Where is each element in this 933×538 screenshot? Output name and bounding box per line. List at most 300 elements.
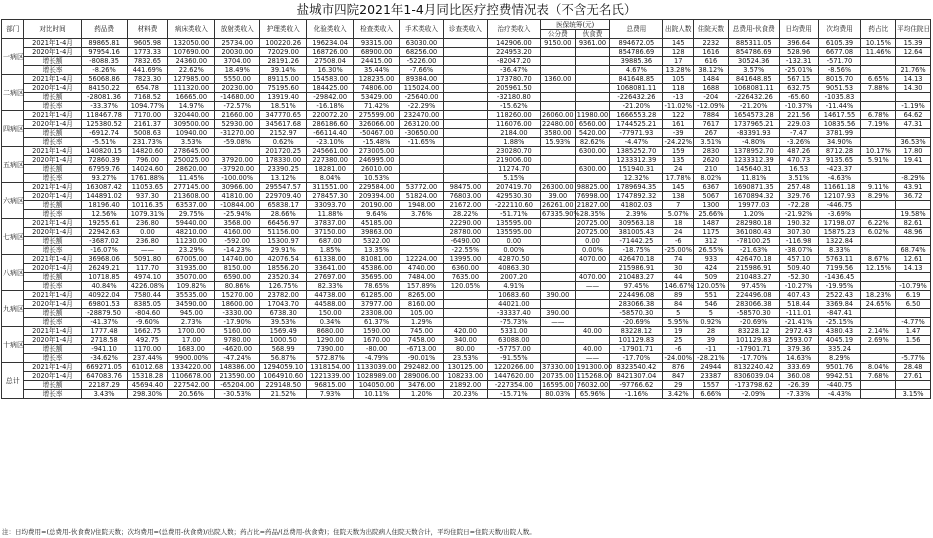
value-cell: 120.05% xyxy=(443,282,487,291)
value-cell: 45694.40 xyxy=(127,381,168,390)
value-cell: 82.62% xyxy=(575,138,610,147)
value-cell xyxy=(540,345,575,354)
value-cell: 6738.30 xyxy=(260,309,307,318)
value-cell: -1.16% xyxy=(610,390,663,399)
value-cell xyxy=(575,309,610,318)
value-cell xyxy=(861,66,896,75)
value-cell: 26300.00 xyxy=(542,183,574,191)
value-cell: 6.65% xyxy=(861,75,896,84)
value-cell xyxy=(400,228,444,237)
value-cell: 36.53% xyxy=(896,138,931,147)
value-cell: -847.41 xyxy=(818,309,861,318)
value-cell: -6490.00 xyxy=(443,237,487,246)
value-cell: -100.00% xyxy=(215,174,260,183)
value-cell: 17 xyxy=(663,57,694,66)
value-cell: 1789694.35 xyxy=(610,183,663,192)
value-cell: 20190.00 xyxy=(354,201,400,210)
value-cell: 13.35% xyxy=(354,246,400,255)
value-cell: 1948.00 xyxy=(400,201,444,210)
value-cell: -78100.25 xyxy=(728,237,779,246)
value-cell: 229709.40 xyxy=(260,192,307,201)
value-cell: -9.60% xyxy=(127,318,168,327)
value-cell: 142906.00 xyxy=(487,39,540,48)
value-cell: 1616 xyxy=(694,48,729,57)
table-row xyxy=(2,237,931,246)
value-cell: 24.65% xyxy=(861,300,896,309)
header-cell: 病床类收入 xyxy=(168,20,215,39)
value-cell: 5.95% xyxy=(663,318,694,327)
value-cell: 1.29% xyxy=(400,318,444,327)
value-cell: 115024.00 xyxy=(400,84,444,93)
table-row xyxy=(2,147,931,156)
value-cell: 29.75% xyxy=(168,210,215,219)
value-cell: 6300.00 xyxy=(575,165,610,174)
value-cell: 9135.65 xyxy=(818,156,861,165)
value-cell: -11.02% xyxy=(664,102,692,110)
value-cell: 11661.18 xyxy=(818,183,861,192)
value-cell: -97766.62 xyxy=(610,381,663,390)
value-cell: 108233.00 xyxy=(443,372,487,381)
value-cell: 135 xyxy=(663,156,694,165)
value-cell: 6590.00 xyxy=(215,273,260,282)
value-cell xyxy=(861,354,896,363)
value-cell: 105 xyxy=(663,75,694,84)
period-cell: 2020年1-4月 xyxy=(24,372,81,381)
value-cell: -4.79% xyxy=(354,354,400,363)
value-cell: 98475.00 xyxy=(443,183,487,192)
value-cell: 14740.00 xyxy=(215,255,260,264)
value-cell: 885311.05 xyxy=(728,39,779,48)
value-cell: 13995.00 xyxy=(443,255,487,264)
value-cell: -1436.45 xyxy=(818,273,861,282)
value-cell: -3.26% xyxy=(779,138,818,147)
value-cell: 37150.00 xyxy=(307,228,354,237)
value-cell: 3568.00 xyxy=(215,219,260,228)
value-cell: -16.18% xyxy=(307,102,354,111)
table-row xyxy=(2,372,931,381)
value-cell xyxy=(540,219,575,228)
value-cell: 1.88% xyxy=(487,138,540,147)
value-cell: 13919.40 xyxy=(260,93,307,102)
table-row xyxy=(2,165,931,174)
value-cell: 854786.69 xyxy=(610,48,663,57)
value-cell: 390.00 xyxy=(540,309,575,318)
value-cell: -7.47 xyxy=(779,129,818,138)
value-cell: 18556.20 xyxy=(260,264,307,273)
period-cell: 2020年1-4月 xyxy=(24,156,81,165)
value-cell: -82047.20 xyxy=(487,57,540,66)
value-cell: 0.00 xyxy=(575,237,610,246)
value-cell: 130125.00 xyxy=(443,363,487,372)
value-cell xyxy=(540,300,575,309)
period-cell: 2021年1-4月 xyxy=(24,219,81,228)
value-cell: 360.08 xyxy=(779,372,818,381)
value-cell: 1744525.21 xyxy=(610,120,663,129)
value-cell: 3.57% xyxy=(728,66,779,75)
value-cell xyxy=(443,138,487,147)
header-cell: 次均费用 xyxy=(818,20,861,39)
value-cell: 20.23% xyxy=(443,390,487,399)
value-cell: 22480.00 xyxy=(542,120,574,128)
value-cell: 83228.12 xyxy=(610,327,663,336)
value-cell: 424 xyxy=(694,264,729,273)
value-cell xyxy=(575,66,610,75)
value-cell: -8.29% xyxy=(896,174,931,183)
value-cell: 82.61 xyxy=(896,219,931,228)
value-cell: 173780.70 xyxy=(487,75,540,84)
value-cell: -21.20% xyxy=(728,102,779,111)
department-cell: 十病区 xyxy=(2,327,24,363)
value-cell: 209394.00 xyxy=(354,192,400,201)
table-row xyxy=(2,129,931,138)
value-cell: 1133039.00 xyxy=(354,363,400,372)
value-cell: 16665.00 xyxy=(168,93,215,102)
table-row xyxy=(2,264,931,273)
value-cell xyxy=(896,345,931,354)
value-cell xyxy=(400,156,444,165)
value-cell: 426470.18 xyxy=(728,255,779,264)
value-cell: 36.72 xyxy=(896,192,931,201)
value-cell: 8306039.04 xyxy=(728,372,779,381)
value-cell: 89384.00 xyxy=(400,75,444,84)
value-cell: 320440.00 xyxy=(168,111,215,120)
value-cell: 146.67% xyxy=(664,282,694,290)
table-row xyxy=(2,201,931,210)
value-cell: 509.40 xyxy=(779,264,818,273)
value-cell: 4070.00 xyxy=(575,273,610,282)
value-cell: 72029.00 xyxy=(260,48,307,57)
value-cell: -5.77% xyxy=(896,354,931,363)
value-cell: 1221339.00 xyxy=(307,372,354,381)
value-cell: -19.95% xyxy=(818,282,861,291)
value-cell: 65.96% xyxy=(575,390,610,399)
value-cell: -8.26% xyxy=(81,66,127,75)
table-row xyxy=(2,309,931,318)
value-cell: 7.88% xyxy=(861,84,896,93)
value-cell: 59440.00 xyxy=(168,219,215,228)
table-row xyxy=(2,363,931,372)
value-cell: 80.86% xyxy=(215,282,260,291)
value-cell: 63537.00 xyxy=(168,201,215,210)
value-cell xyxy=(443,111,487,120)
value-cell: 7168.52 xyxy=(127,93,168,102)
value-cell: 109.82% xyxy=(168,282,215,291)
value-cell xyxy=(575,156,610,165)
table-row xyxy=(2,246,931,255)
value-cell: 10116.35 xyxy=(127,201,168,210)
value-cell: 5 xyxy=(663,309,694,318)
value-cell: 168726.00 xyxy=(307,48,354,57)
value-cell: -37920.00 xyxy=(215,165,260,174)
header-cell: 护理类收入 xyxy=(260,20,307,39)
value-cell xyxy=(861,93,896,102)
period-cell: 2021年1-4月 xyxy=(24,183,81,192)
value-cell: 27.61 xyxy=(896,372,931,381)
value-cell: 115268.00 xyxy=(576,372,613,380)
value-cell: 7.68% xyxy=(861,372,896,381)
value-cell: 224953.20 xyxy=(487,48,540,57)
table-row xyxy=(2,120,931,129)
value-cell: 20.56% xyxy=(168,390,215,399)
value-cell: 23308.00 xyxy=(354,309,400,318)
value-cell: 18196.40 xyxy=(81,201,127,210)
period-cell: 2021年1-4月 xyxy=(24,147,81,156)
expense-table xyxy=(1,19,931,399)
value-cell: 9900.00% xyxy=(168,354,215,363)
value-cell: 14.30 xyxy=(896,84,931,93)
value-cell xyxy=(861,282,896,291)
value-cell: -58570.30 xyxy=(610,309,663,318)
value-cell: 11.45% xyxy=(168,174,215,183)
value-cell: 1294059.10 xyxy=(260,363,307,372)
value-cell: -446.75 xyxy=(818,201,861,210)
value-cell: 8385.05 xyxy=(127,300,168,309)
value-cell: 10683.60 xyxy=(487,291,540,300)
header-cell: 总费用 xyxy=(610,20,663,39)
value-cell xyxy=(861,309,896,318)
table-row xyxy=(2,156,931,165)
value-cell: 945.00 xyxy=(168,309,215,318)
value-cell: 21892.00 xyxy=(443,381,487,390)
value-cell: 250025.00 xyxy=(168,156,215,165)
period-cell: 2021年1-4月 xyxy=(24,255,81,264)
period-cell: 2020年1-4月 xyxy=(24,120,81,129)
table-row xyxy=(2,210,931,219)
table-row xyxy=(2,291,931,300)
value-cell: 16595.00 xyxy=(542,381,574,389)
value-cell: 10835.56 xyxy=(818,120,861,129)
value-cell: 687.00 xyxy=(307,237,354,246)
value-cell: 63088.00 xyxy=(487,336,540,345)
value-cell: 1094.77% xyxy=(127,102,168,111)
value-cell: 9361.00 xyxy=(575,39,610,48)
value-cell: 34590.00 xyxy=(168,300,215,309)
value-cell: 5420.00 xyxy=(575,129,610,138)
value-cell: 161 xyxy=(663,120,694,129)
value-cell: 71.42% xyxy=(354,102,400,111)
period-cell: 2020年1-4月 xyxy=(24,84,81,93)
table-row xyxy=(2,345,931,354)
value-cell xyxy=(896,273,931,282)
value-cell: -4.80% xyxy=(728,138,779,147)
value-cell: -33337.40 xyxy=(487,309,540,318)
value-cell: 213590.00 xyxy=(215,372,260,381)
value-cell: 937.30 xyxy=(127,192,168,201)
table-row xyxy=(2,273,931,282)
value-cell: -20.69% xyxy=(728,318,779,327)
value-cell: -80.00 xyxy=(354,345,400,354)
value-cell xyxy=(861,174,896,183)
value-cell: 45386.00 xyxy=(354,264,400,273)
value-cell: 229584.00 xyxy=(354,183,400,192)
table-row xyxy=(2,183,931,192)
value-cell: 2972.43 xyxy=(779,327,818,336)
value-cell: 18.23% xyxy=(861,291,896,300)
value-cell: -4.77% xyxy=(896,318,931,327)
value-cell: 237.44% xyxy=(127,354,168,363)
value-cell: 122 xyxy=(663,111,694,120)
value-cell: 97.45% xyxy=(728,282,779,291)
value-cell: -4620.00 xyxy=(215,345,260,354)
value-cell: 37977.00 xyxy=(354,300,400,309)
value-cell xyxy=(540,354,575,363)
period-cell: 增长额 xyxy=(24,237,81,246)
value-cell: 157.89% xyxy=(400,282,444,291)
value-cell: 8265.00 xyxy=(400,291,444,300)
value-cell: 101129.83 xyxy=(728,336,779,345)
value-cell: 796.00 xyxy=(127,156,168,165)
value-cell xyxy=(443,93,487,102)
value-cell: 1557 xyxy=(694,381,729,390)
value-cell: 154583.00 xyxy=(307,75,354,84)
value-cell xyxy=(443,75,487,84)
value-cell: -28879.50 xyxy=(81,309,127,318)
value-cell: 457.10 xyxy=(779,255,818,264)
value-cell: 4070.00 xyxy=(575,255,610,264)
value-cell: 21.52% xyxy=(260,390,307,399)
header-cell: 总费用-伙食费 xyxy=(728,20,779,39)
value-cell: 9501.76 xyxy=(818,363,861,372)
value-cell: 229.03 xyxy=(779,120,818,129)
value-cell: -58570.30 xyxy=(728,309,779,318)
value-cell: 61012.68 xyxy=(127,363,168,372)
value-cell xyxy=(896,129,931,138)
value-cell: -72.57% xyxy=(215,102,260,111)
value-cell: 13.12% xyxy=(260,174,307,183)
value-cell: 207419.70 xyxy=(487,183,540,192)
value-cell xyxy=(400,237,444,246)
value-cell: 81081.00 xyxy=(354,255,400,264)
value-cell xyxy=(575,174,610,183)
value-cell: 126.75% xyxy=(260,282,307,291)
value-cell: 4.67% xyxy=(610,66,663,75)
value-cell: 93.27% xyxy=(81,174,127,183)
value-cell: 16.30% xyxy=(307,66,354,75)
value-cell: -75.73% xyxy=(487,318,540,327)
value-cell: -14.23% xyxy=(215,246,260,255)
value-cell: -28081.36 xyxy=(81,93,127,102)
value-cell: 89115.00 xyxy=(260,75,307,84)
value-cell: 45185.00 xyxy=(354,219,400,228)
value-cell: 30966.00 xyxy=(215,183,260,192)
value-cell: 13.28% xyxy=(663,66,694,75)
value-cell: 215986.91 xyxy=(728,264,779,273)
value-cell: 1777.48 xyxy=(81,327,127,336)
value-cell: 20725.00 xyxy=(576,228,609,236)
header-cell: 对比时间 xyxy=(24,20,81,39)
value-cell: 39863.00 xyxy=(354,228,400,237)
value-cell: 24 xyxy=(663,228,694,237)
value-cell: 546 xyxy=(694,300,729,309)
value-cell: 40.00 xyxy=(575,345,610,354)
period-cell: 2021年1-4月 xyxy=(24,327,81,336)
value-cell: 15.39 xyxy=(896,39,931,48)
value-cell: 56.87% xyxy=(260,354,307,363)
value-cell: 44588.00 xyxy=(307,300,354,309)
value-cell: 5091.80 xyxy=(127,255,168,264)
value-cell: -30650.00 xyxy=(400,129,444,138)
value-cell: 273005.00 xyxy=(354,147,400,156)
value-cell: 10940.00 xyxy=(168,129,215,138)
value-cell: 5322.00 xyxy=(354,237,400,246)
value-cell: 20230.00 xyxy=(215,84,260,93)
value-cell: 18281.00 xyxy=(307,165,354,174)
value-cell: -51.71% xyxy=(487,210,540,219)
header-cell: 化验类收入 xyxy=(307,20,354,39)
value-cell: 84150.22 xyxy=(81,84,127,93)
department-cell: 二病区 xyxy=(2,75,24,111)
value-cell: 116076.00 xyxy=(487,120,540,129)
value-cell: 7884 xyxy=(694,111,729,120)
value-cell: -15.48% xyxy=(354,138,400,147)
header-row xyxy=(2,20,931,30)
period-cell: 增长率 xyxy=(24,102,81,111)
header-group-cell: 医保统筹(元) xyxy=(540,20,609,30)
value-cell: 220072.20 xyxy=(307,111,354,120)
value-cell xyxy=(400,147,444,156)
value-cell: 2007.20 xyxy=(487,273,540,282)
value-cell: 64.62 xyxy=(896,111,931,120)
header-cell: 材料费 xyxy=(127,20,168,39)
table-row xyxy=(2,39,931,48)
period-cell: 2020年1-4月 xyxy=(24,48,81,57)
period-cell: 2020年1-4月 xyxy=(24,336,81,345)
table-row xyxy=(2,102,931,111)
value-cell: 379.36 xyxy=(779,345,818,354)
value-cell: 8132240.42 xyxy=(728,363,779,372)
value-cell: 441.69% xyxy=(127,66,168,75)
value-cell: -3687.02 xyxy=(81,237,127,246)
value-cell: 26249.21 xyxy=(81,264,127,273)
header-cell: 伙食费 xyxy=(575,30,610,39)
period-cell: 增长率 xyxy=(24,318,81,327)
value-cell: -77971.93 xyxy=(610,129,663,138)
value-cell: 42076.54 xyxy=(260,255,307,264)
value-cell: —— xyxy=(575,354,610,363)
value-cell: 128235.00 xyxy=(354,75,400,84)
period-cell: 增长率 xyxy=(24,138,81,147)
value-cell: -4.47% xyxy=(610,138,663,147)
value-cell: -33.37% xyxy=(81,102,127,111)
value-cell: 30 xyxy=(663,264,694,273)
value-cell: 6367 xyxy=(694,183,729,192)
value-cell: -440.75 xyxy=(818,381,861,390)
value-cell: -30.53% xyxy=(215,390,260,399)
value-cell: 17043.70 xyxy=(260,300,307,309)
header-cell: 治疗类收入 xyxy=(487,20,540,39)
value-cell xyxy=(540,147,575,156)
value-cell: -17.70% xyxy=(610,354,663,363)
value-cell: 48210.00 xyxy=(168,228,215,237)
value-cell: 24360.00 xyxy=(168,57,215,66)
value-cell xyxy=(861,165,896,174)
value-cell: 18 xyxy=(663,219,694,228)
value-cell: 8150.00 xyxy=(215,264,260,273)
value-cell: 312 xyxy=(694,237,729,246)
value-cell: -25.00% xyxy=(664,246,692,254)
value-cell: -111.01 xyxy=(779,309,818,318)
value-cell: 7390.00 xyxy=(307,345,354,354)
value-cell: 28191.26 xyxy=(260,57,307,66)
value-cell: -7.33% xyxy=(779,390,818,399)
value-cell: 56068.86 xyxy=(81,75,127,84)
value-cell: -14680.00 xyxy=(215,93,260,102)
value-cell: 0.00% xyxy=(575,246,610,255)
value-cell: 263120.00 xyxy=(400,120,444,129)
value-cell: -21.41% xyxy=(779,318,818,327)
table-row xyxy=(2,75,931,84)
header-cell: 手术类收入 xyxy=(400,20,444,39)
